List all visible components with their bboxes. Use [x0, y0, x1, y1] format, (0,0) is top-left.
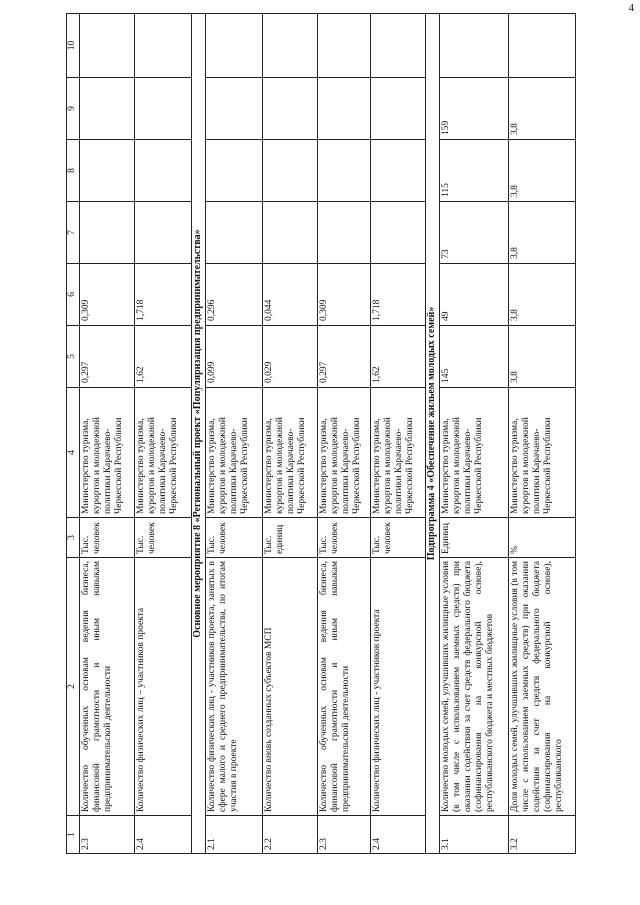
unit-cell: Единиц	[440, 518, 509, 558]
value-cell	[440, 14, 509, 78]
value-cell	[80, 202, 135, 264]
table-row	[509, 14, 576, 854]
indicator-name: Количество вновь созданных субъектов МСП	[263, 558, 318, 816]
unit-cell: Тыс. человек	[80, 518, 135, 558]
table-row	[206, 14, 263, 854]
value-cell: 0,029	[263, 326, 318, 388]
value-cell: 1,718	[371, 264, 426, 326]
value-cell	[206, 78, 263, 140]
table-row	[371, 14, 426, 854]
indicator-name: Количество обученных основам ведения бизнеса, финансовой грамотности и иным навыкам предпринимательской деятельности	[80, 558, 135, 816]
indicator-name: Количество молодых семей, улучшивших жилищные условия (в том числе с использованием заемных средств) при оказании содействия за счет средств федерального бюджета (софинансирования на конкурсной основе), республиканского бюджета и местных бюджетов	[440, 558, 509, 816]
value-cell: 0,099	[206, 326, 263, 388]
header-cell: 10	[67, 14, 80, 78]
value-cell: 0,309	[318, 264, 371, 326]
executor-cell: Министерство туризма, курортов и молодежной политики Карачаево-Черкесской Республики	[135, 388, 192, 518]
value-cell	[371, 78, 426, 140]
value-cell	[263, 14, 318, 78]
value-cell: 3,8	[509, 140, 576, 202]
header-cell: 3	[67, 518, 80, 558]
value-cell: 3,8	[509, 202, 576, 264]
value-cell	[135, 140, 192, 202]
header-cell: 4	[67, 388, 80, 518]
value-cell	[263, 140, 318, 202]
value-cell: 0,297	[80, 326, 135, 388]
value-cell	[318, 140, 371, 202]
value-cell: 3,8	[509, 326, 576, 388]
value-cell: 159	[440, 78, 509, 140]
indicators-table	[66, 13, 576, 854]
table-row	[135, 14, 192, 854]
value-cell	[135, 202, 192, 264]
indicator-name: Количество физических лиц – участников проекта	[135, 558, 192, 816]
header-row	[67, 14, 80, 854]
executor-cell: Министерство туризма, курортов и молодежной политики Карачаево-Черкесской Республики	[263, 388, 318, 518]
executor-cell: Министерство туризма, курортов и молодежной политики Карачаево-Черкесской Республики	[80, 388, 135, 518]
row-number: 2.2	[263, 816, 318, 854]
executor-cell: Министерство туризма, курортов и молодежной политики Карачаево-Черкесской Республики	[318, 388, 371, 518]
unit-cell: Тыс. человек	[135, 518, 192, 558]
section-row	[426, 14, 440, 854]
indicator-name: Количество физических лиц - участников проекта	[371, 558, 426, 816]
row-number: 2.1	[206, 816, 263, 854]
value-cell: 73	[440, 202, 509, 264]
value-cell	[371, 202, 426, 264]
value-cell	[263, 202, 318, 264]
section-title: Основное мероприятие 8 «Региональный проект «Популяризация предпринимательства»	[192, 14, 206, 854]
row-number: 3.2	[509, 816, 576, 854]
value-cell: 0,296	[206, 264, 263, 326]
table-row	[263, 14, 318, 854]
value-cell	[318, 78, 371, 140]
value-cell	[509, 14, 576, 78]
table-row	[440, 14, 509, 854]
executor-cell: Министерство туризма, курортов и молодежной политики Карачаево-Черкесской Республики	[206, 388, 263, 518]
value-cell	[80, 78, 135, 140]
table-row	[318, 14, 371, 854]
unit-cell: Тыс. человек	[206, 518, 263, 558]
value-cell: 115	[440, 140, 509, 202]
table-row	[80, 14, 135, 854]
executor-cell: Министерство туризма, курортов и молодежной политики Карачаево-Черкесской Республики	[509, 388, 576, 518]
section-row	[192, 14, 206, 854]
row-number: 2.3	[80, 816, 135, 854]
value-cell	[318, 14, 371, 78]
page-number: 4	[628, 2, 634, 14]
executor-cell: Министерство туризма, курортов и молодежной политики Карачаево-Черкесской Республики	[440, 388, 509, 518]
header-cell: 1	[67, 816, 80, 854]
value-cell: 49	[440, 264, 509, 326]
value-cell	[206, 14, 263, 78]
header-cell: 6	[67, 264, 80, 326]
indicator-name: Количество обученных основам ведения бизнеса, финансовой грамотности и иным навыкам предпринимательской деятельности	[318, 558, 371, 816]
section-title: Подпрограмма 4 «Обеспечение жильем молодых семей»	[426, 14, 440, 854]
value-cell: 1,718	[135, 264, 192, 326]
unit-cell: Тыс. человек	[318, 518, 371, 558]
row-number: 3.1	[440, 816, 509, 854]
indicator-name: Количество физических лиц - участников проекта, занятых в сфере малого и среднего предпринимательства, по итогам участия в проекте	[206, 558, 263, 816]
value-cell	[80, 14, 135, 78]
value-cell	[135, 78, 192, 140]
value-cell: 0,297	[318, 326, 371, 388]
value-cell: 145	[440, 326, 509, 388]
header-cell: 9	[67, 78, 80, 140]
unit-cell: Тыс. человек	[371, 518, 426, 558]
value-cell	[318, 202, 371, 264]
value-cell: 0,044	[263, 264, 318, 326]
unit-cell: Тыс. единиц	[263, 518, 318, 558]
value-cell: 1,62	[135, 326, 192, 388]
value-cell	[80, 140, 135, 202]
value-cell: 1,62	[371, 326, 426, 388]
header-cell: 8	[67, 140, 80, 202]
executor-cell: Министерство туризма, курортов и молодежной политики Карачаево-Черкесской Республики	[371, 388, 426, 518]
header-cell: 7	[67, 202, 80, 264]
unit-cell: %	[509, 518, 576, 558]
value-cell	[371, 140, 426, 202]
value-cell	[206, 140, 263, 202]
rotated-table-container	[66, 14, 618, 854]
value-cell: 3,8	[509, 264, 576, 326]
header-cell: 5	[67, 326, 80, 388]
indicator-name: Доля молодых семей, улучшивших жилищные условия (в том числе с использованием заемных средств) при оказании содействия за счет средств федерального бюджета (софинансирования на конкурсной основе), республиканского	[509, 558, 576, 816]
value-cell: 3,8	[509, 78, 576, 140]
row-number: 2.4	[135, 816, 192, 854]
header-cell: 2	[67, 558, 80, 816]
value-cell: 0,309	[80, 264, 135, 326]
value-cell	[371, 14, 426, 78]
row-number: 2.4	[371, 816, 426, 854]
value-cell	[135, 14, 192, 78]
row-number: 2.3	[318, 816, 371, 854]
value-cell	[263, 78, 318, 140]
value-cell	[206, 202, 263, 264]
